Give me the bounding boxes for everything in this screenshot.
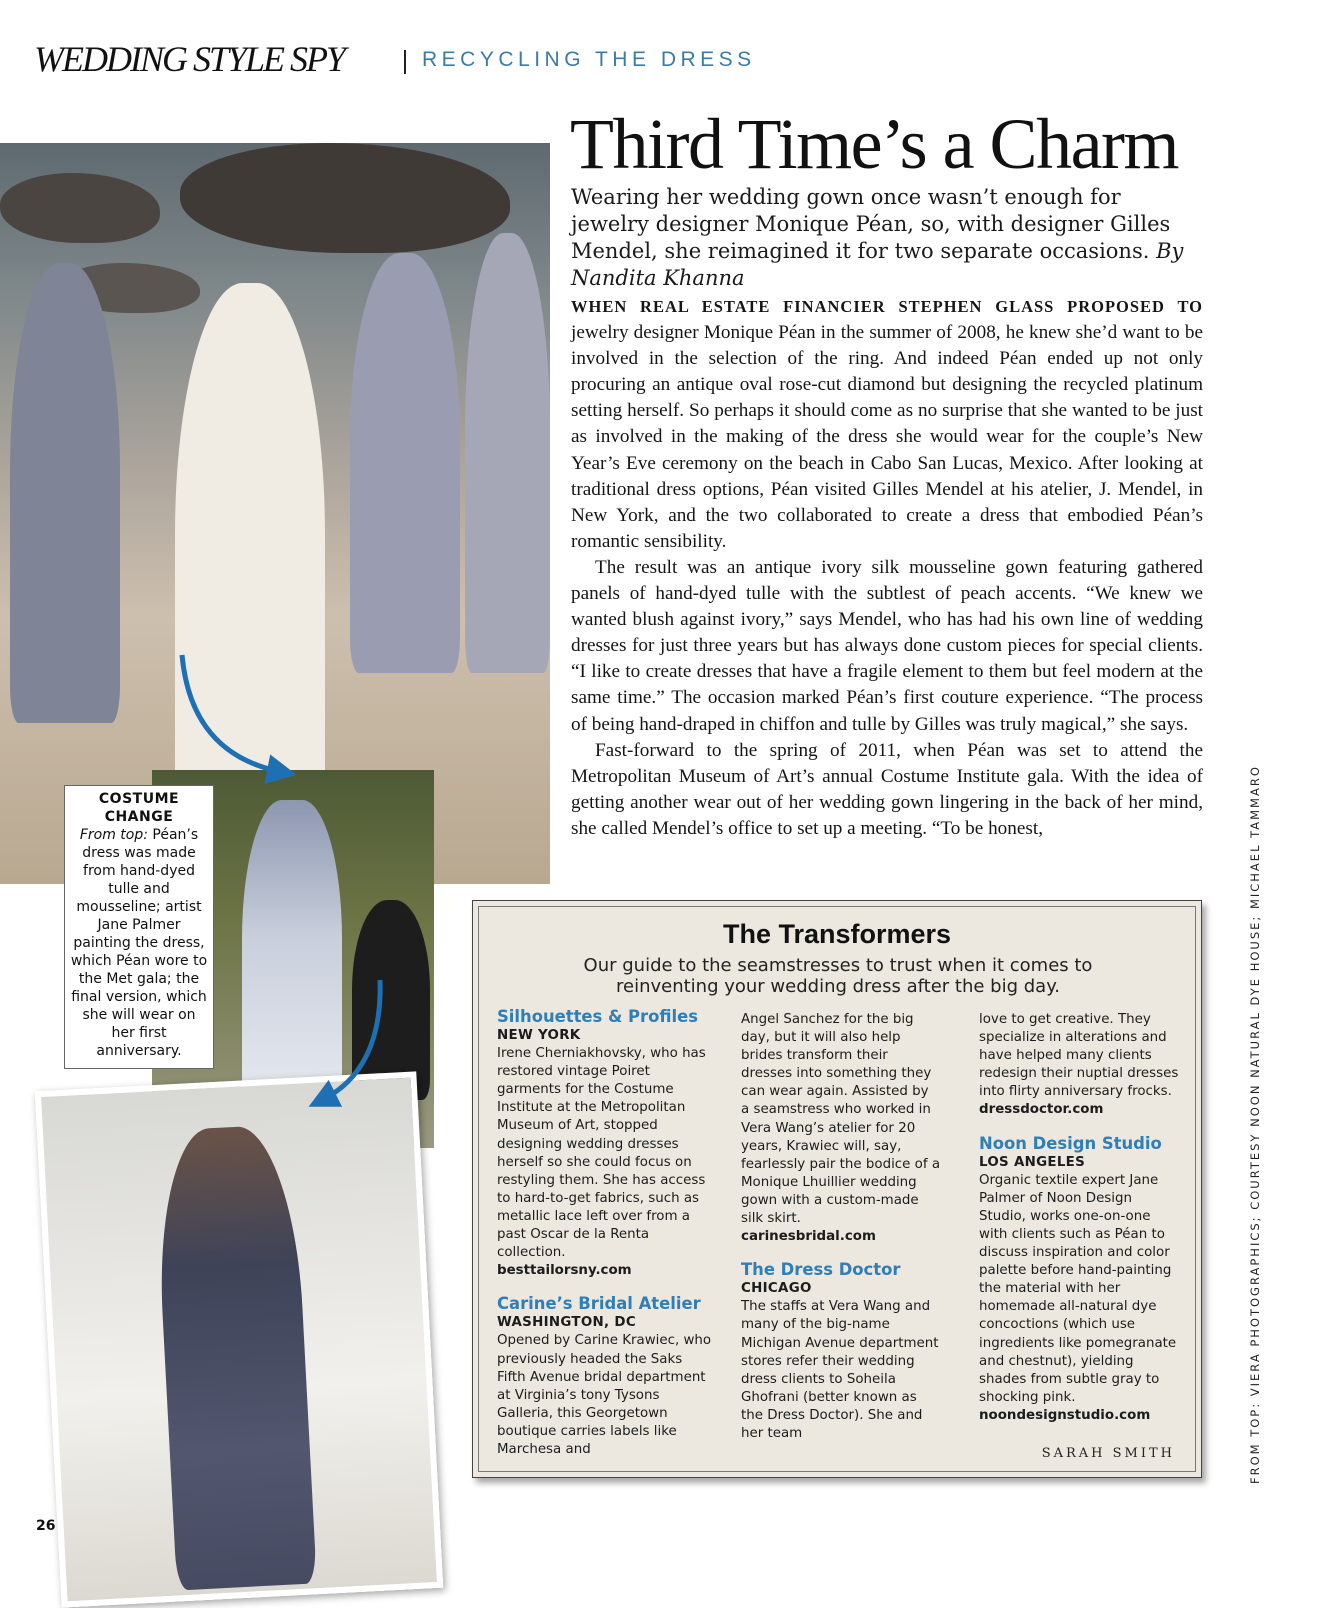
studio-url[interactable]: carinesbridal.com [741,1229,876,1245]
studio-name: Noon Design Studio [979,1133,1162,1153]
caption-lead: From top: [79,827,148,843]
header-divider [404,50,406,74]
transformers-sidebar [472,900,1202,1478]
photo-caption [64,785,214,1069]
sidebar-title: The Transformers [722,919,952,949]
page-number: 26 [36,1518,56,1534]
sidebar-intro: Our guide to the seamstresses to trust when it comes to reinventing your wedding dress after the big day. [583,955,1093,997]
sidebar-credit: SARAH SMITH [1041,1446,1175,1461]
studio-description: love to get creative. They specialize in alterations and have helped many clients redesign their nuptial dresses into flirty anniversary frocks. [979,1012,1179,1100]
studio-url[interactable]: dressdoctor.com [979,1102,1104,1118]
studio-description: Organic textile expert Jane Palmer of Noon Design Studio, works one-on-one with clients such as Péan to discuss inspiration and color palette before hand-painting the material with her homemade all-natural dye concoctions (which use ingredients like pomegranate and chestnut), yielding shades from subtle gray to shocking pink. [979,1172,1177,1405]
article-deck [571,184,1201,292]
body-paragraph-2: The result was an antique ivory silk mousseline gown featuring gathered panels of hand-dyed tulle with the subtlest of peach accents. “We knew we wanted blush against ivory,” says Mendel, who has had his own line of wedding dresses for just three years but has always done custom pieces for special clients. “I like to create dresses that have a fragile element to them but feel modern at the same time.” The occasion marked Péan’s first couture experience. “The process of being hand-draped in chiffon and tulle by Gilles was truly magical,” she says. [571,556,1203,735]
sidebar-entry [741,1260,941,1443]
studio-name: Carine’s Bridal Atelier [497,1294,701,1314]
studio-city: CHICAGO [741,1281,812,1297]
deck-text: Wearing her wedding gown once wasn’t enough for jewelry designer Monique Péan, so, with designer Gilles Mendel, she reimagined it for two separate occasions. [571,185,1171,263]
article-body [571,294,1203,842]
studio-city: LOS ANGELES [979,1154,1086,1170]
caption-heading: COSTUME CHANGE [98,791,180,825]
sidebar-entry [741,1011,941,1246]
lead-in: WHEN REAL ESTATE FINANCIER STEPHEN GLASS PROPOSED TO [571,297,1203,316]
body-paragraph-1: WHEN REAL ESTATE FINANCIER STEPHEN GLASS PROPOSED TO jewelry designer Monique Péan in the summer of 2008, he knew she’d want to be involved in the selection of the ring. And indeed Péan ended up not only procuring an antique oval rose-cut diamond but designing the recycled platinum setting herself. So perhaps it should come as no surprise that she wanted to be just as involved in the making of the dress she would wear for the couple’s New Year’s Eve ceremony on the beach in Cabo San Lucas, Mexico. After looking at traditional dress options, Péan visited Gilles Mendel at his atelier, J. Mendel, in New York, and the two collaborated to create a dress that embodied Péan’s romantic sensibility. [571,297,1203,552]
sidebar-column-1 [497,1007,712,1473]
final-dress-photo [35,1071,444,1607]
studio-description: Irene Cherniakhovsky, who has restored vintage Poiret garments for the Costume Institute at the Metropolitan Museum of Art, stopped designing wedding dresses herself so she could focus on restyling them. She has access to hard-to-get fabrics, such as metallic lace left over from a past Oscar de la Renta collection. [497,1046,706,1261]
sidebar-entry [979,1134,1179,1425]
sidebar-entry [497,1007,712,1280]
caption-text: Péan’s dress was made from hand-dyed tulle and mousseline; artist Jane Palmer painting the dress, which Péan wore to the Met gala; the final version, which she will wear on her first anniversary. [70,827,208,1059]
studio-name: The Dress Doctor [741,1260,901,1280]
article-headline: Third Time’s a Charm [570,104,1179,184]
byline: By Nandita Khanna [571,239,1184,290]
studio-city: WASHINGTON, DC [497,1315,636,1331]
studio-description: Opened by Carine Krawiec, who previously headed the Saks Fifth Avenue bridal department at Virginia’s tony Tysons Galleria, this Georgetown boutique carries labels like Marchesa and [497,1333,712,1457]
photo-credit: FROM TOP: VIERA PHOTOGRAPHICS; COURTESY NOON NATURAL DYE HOUSE; MICHAEL TAMMARO [1248,765,1262,1484]
section-title: WEDDING STYLE SPY [34,39,345,79]
sidebar-column-3 [979,1011,1179,1439]
studio-url[interactable]: noondesignstudio.com [979,1407,1151,1423]
studio-name: Silhouettes & Profiles [497,1007,699,1026]
body-paragraph-3: Fast-forward to the spring of 2011, when Péan was set to attend the Metropolitan Museum of Art’s annual Costume Institute gala. With the idea of getting another wear out of her wedding gown lingering in the back of her mind, she called Mendel’s office to set up a meeting. “To be honest, [571,739,1203,839]
sidebar-entry [497,1294,712,1459]
sidebar-entry [979,1011,1179,1120]
studio-description: The staffs at Vera Wang and many of the big-name Michigan Avenue department stores refer their wedding dress clients to Soheila Ghofrani (better known as the Dress Doctor). She and her team [741,1299,939,1441]
studio-description: Angel Sanchez for the big day, but it will also help brides transform their dresses into something they can wear again. Assisted by a seamstress who worked in Vera Wang’s atelier for 20 years, Krawiec will, say, fearlessly pair the bodice of a Monique Lhuillier wedding gown with a custom-made silk skirt. [741,1012,941,1227]
studio-url[interactable]: besttailorsny.com [497,1263,632,1279]
section-subtitle: RECYCLING THE DRESS [422,48,756,71]
studio-city: NEW YORK [497,1028,581,1043]
sidebar-column-2 [741,1011,941,1457]
